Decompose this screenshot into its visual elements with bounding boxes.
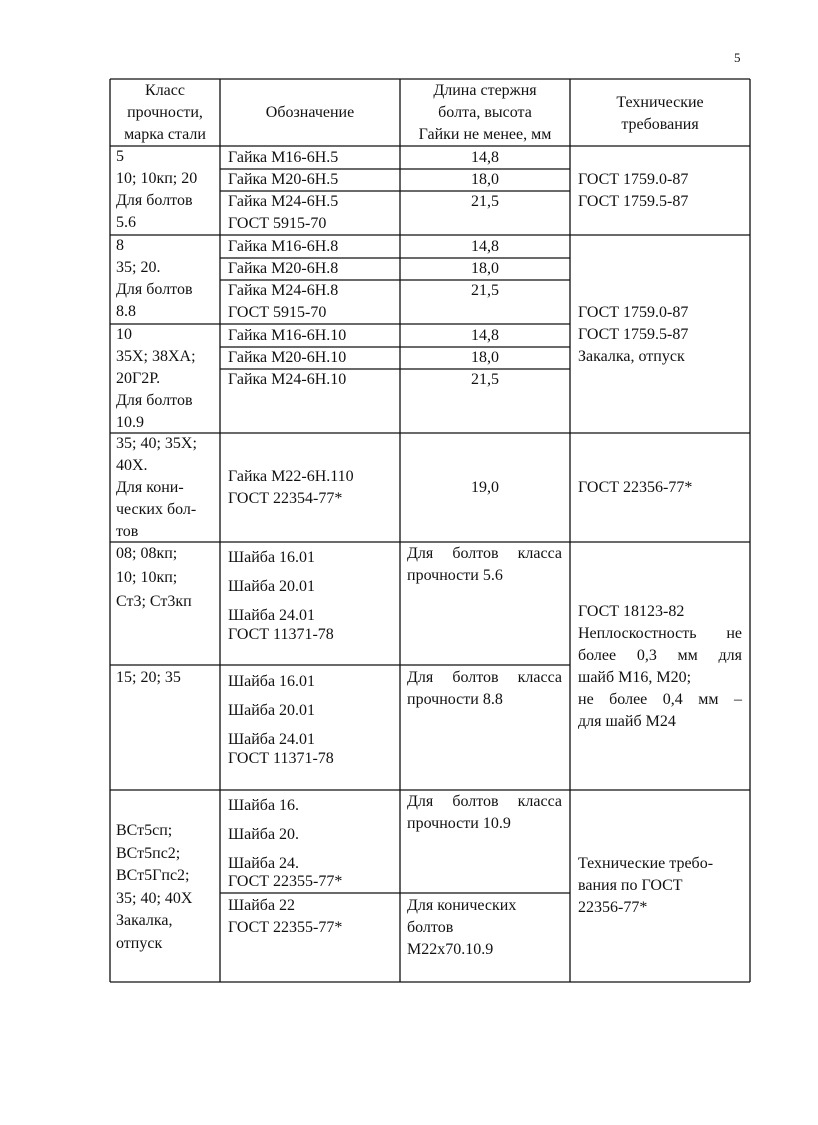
row5-value-line2: прочности 5.6 <box>407 567 503 584</box>
row56-req-line5: не более 0,4 мм – <box>578 691 742 708</box>
row6-value-line2: прочности 8.8 <box>407 691 503 708</box>
row6-class: 15; 20; 35 <box>116 669 181 686</box>
row6-standard: ГОСТ 11371-78 <box>228 750 334 767</box>
row56-req-line4: шайб М16, М20; <box>578 669 692 686</box>
row1-item3-value: 21,5 <box>471 193 499 210</box>
row5-standard: ГОСТ 11371-78 <box>228 626 334 643</box>
row7-value-a-line1: Для болтов класса <box>407 793 562 810</box>
row1-item1-name: Гайка М16-6Н.5 <box>228 149 339 166</box>
row6-names: Шайба 16.01 Шайба 20.01 Шайба 24.01 <box>228 673 316 748</box>
row3-item1-name: Гайка М16-6Н.10 <box>228 327 347 344</box>
row56-req-line3: более 0,3 мм для <box>578 647 742 664</box>
row2-item1-value: 14,8 <box>471 238 499 255</box>
row7-names-a: Шайба 16. Шайба 20. Шайба 24. <box>228 797 300 872</box>
row56-req-line2: Неплоскостность не <box>578 625 742 642</box>
row1-item2-value: 18,0 <box>471 171 499 188</box>
row1-item1-value: 14,8 <box>471 149 499 166</box>
row2-item1-name: Гайка М16-6Н.8 <box>228 238 339 255</box>
row2-item3-value: 21,5 <box>471 282 499 299</box>
page-number: 5 <box>734 50 741 65</box>
row3-item1-value: 14,8 <box>471 327 499 344</box>
row23-requirements: ГОСТ 1759.0-87 ГОСТ 1759.5-87 Закалка, отпуск <box>578 304 689 365</box>
row3-class: 10 35Х; 38ХА; 20Г2Р. Для болтов 10.9 <box>116 326 196 431</box>
row5-class: 08; 08кп; 10; 10кп; Ст3; Ст3кп <box>116 545 192 610</box>
row7-value-a-line2: прочности 10.9 <box>407 815 511 832</box>
row3-item3-name: Гайка М24-6Н.10 <box>228 371 347 388</box>
row56-req-line1: ГОСТ 18123-82 <box>578 603 685 620</box>
row1-class: 5 10; 10кп; 20 Для болтов 5.6 <box>116 148 198 231</box>
row1-item2-name: Гайка М20-6Н.5 <box>228 171 339 188</box>
row1-item3-name: Гайка М24-6Н.5 ГОСТ 5915-70 <box>228 193 339 232</box>
row4-name: Гайка М22-6Н.110 ГОСТ 22354-77* <box>228 468 354 507</box>
row7-names-b: Шайба 22 ГОСТ 22355-77* <box>228 897 343 936</box>
row7-class: ВСт5сп; ВСт5пс2; ВСт5Гпс2; 35; 40; 40Х Закалка, отпуск <box>116 822 193 952</box>
row5-names: Шайба 16.01 Шайба 20.01 Шайба 24.01 <box>228 549 316 624</box>
header-class: Класс прочности, марка стали <box>124 82 206 143</box>
row2-item2-name: Гайка М20-6Н.8 <box>228 260 339 277</box>
row2-item2-value: 18,0 <box>471 260 499 277</box>
row2-item3-name: Гайка М24-6Н.8 ГОСТ 5915-70 <box>228 282 339 321</box>
row3-item2-name: Гайка М20-6Н.10 <box>228 349 347 366</box>
row1-requirements: ГОСТ 1759.0-87 ГОСТ 1759.5-87 <box>578 171 689 210</box>
header-designation: Обозначение <box>265 104 355 121</box>
row4-value: 19,0 <box>471 479 499 496</box>
row2-class: 8 35; 20. Для болтов 8.8 <box>116 237 193 320</box>
row3-item2-value: 18,0 <box>471 349 499 366</box>
header-length: Длина стержня болта, высота Гайки не менее, мм <box>418 82 552 143</box>
header-requirements: Технические требования <box>616 94 704 133</box>
row7-requirements: Технические требо- вания по ГОСТ 22356-77* <box>578 855 714 916</box>
row5-value-line1: Для болтов класса <box>407 545 562 562</box>
row4-class: 35; 40; 35Х; 40Х. Для кони- ческих бол- тов <box>116 435 197 540</box>
row7-standard-a: ГОСТ 22355-77* <box>228 873 343 890</box>
row7-value-b: Для конических болтов М22х70.10.9 <box>407 897 517 958</box>
row4-requirements: ГОСТ 22356-77* <box>578 479 693 496</box>
row56-req-line6: для шайб М24 <box>578 713 676 730</box>
row6-value-line1: Для болтов класса <box>407 669 562 686</box>
row3-item3-value: 21,5 <box>471 371 499 388</box>
